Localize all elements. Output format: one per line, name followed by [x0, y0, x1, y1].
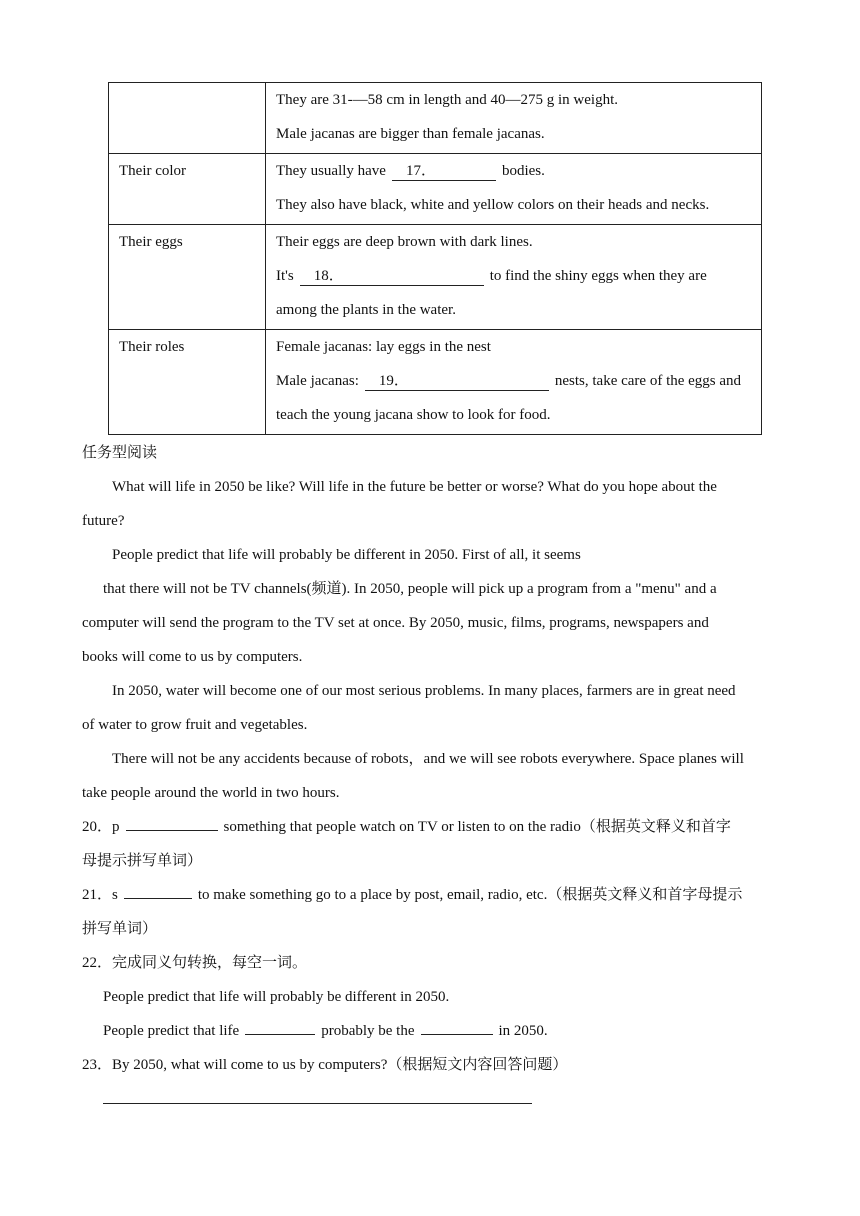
question-20-cont: 母提示拼写单词）: [82, 853, 203, 869]
row-label: [109, 83, 266, 154]
blank-18[interactable]: 18．: [300, 267, 484, 286]
rewrite-part-a: People predict that life: [103, 1023, 240, 1039]
male-role-line: [276, 364, 761, 398]
passage-line: There will not be any accidents because of robots，and we will see robots everywhere. Space planes will: [112, 751, 744, 767]
row-content: [266, 83, 762, 154]
row-label: Their color: [109, 154, 266, 225]
row-content: [266, 330, 762, 435]
eggs-text-end: among the plants in the water.: [276, 302, 456, 318]
color-text-pre: They usually have: [276, 163, 386, 179]
passage-line: What will life in 2050 be like? Will life in the future be better or worse? What do you hope about the: [112, 479, 717, 495]
table-row: [109, 154, 762, 225]
male-role-post: nests, take care of the eggs and: [554, 373, 742, 389]
row-content: [266, 225, 762, 330]
color-text-post: bodies.: [501, 163, 545, 179]
table-row: [109, 225, 762, 330]
passage-line: In 2050, water will become one of our most serious problems. In many places, farmers are in great need: [112, 683, 736, 699]
question-21-number: 21．s: [82, 887, 118, 903]
passage-line: books will come to us by computers.: [82, 649, 303, 665]
question-20: [82, 810, 782, 844]
question-21-text: to make something go to a place by post, email, radio, etc.（根据英文释义和首字母提示: [197, 887, 743, 903]
female-role-text: Female jacanas: lay eggs in the nest: [276, 339, 491, 355]
row-label: Their eggs: [109, 225, 266, 330]
question-20-number: 20．p: [82, 819, 120, 835]
reading-section: [82, 436, 782, 1082]
question-22-sentence: People predict that life will probably be different in 2050.: [103, 989, 450, 1005]
male-role-pre: Male jacanas:: [276, 373, 359, 389]
passage-line: that there will not be TV channels(频道). In 2050, people will pick up a program from a "menu" and a: [103, 581, 717, 597]
passage-line: People predict that life will probably be different in 2050. First of all, it seems: [112, 547, 581, 563]
eggs-line: [276, 259, 761, 293]
rewrite-part-b: probably be the: [321, 1023, 415, 1039]
answer-line-23[interactable]: [103, 1103, 532, 1104]
question-23: 23．By 2050, what will come to us by computers?（根据短文内容回答问题）: [82, 1057, 568, 1073]
question-21-cont: 拼写单词）: [82, 921, 158, 937]
eggs-text-post: to find the shiny eggs when they are: [489, 268, 707, 284]
question-22-rewrite: [82, 1014, 782, 1048]
color-line: [276, 154, 761, 188]
blank-17[interactable]: 17．: [392, 162, 496, 181]
male-role-end: teach the young jacana show to look for food.: [276, 407, 551, 423]
passage-line: computer will send the program to the TV set at once. By 2050, music, films, programs, newspapers and: [82, 615, 709, 631]
question-21: [82, 878, 782, 912]
eggs-text-pre: It's: [276, 268, 294, 284]
section-title: 任务型阅读: [82, 445, 158, 461]
jacana-info-table: [108, 82, 762, 435]
color-detail-text: They also have black, white and yellow colors on their heads and necks.: [276, 197, 710, 213]
row-content: [266, 154, 762, 225]
passage-line: take people around the world in two hours.: [82, 785, 340, 801]
table-row: [109, 83, 762, 154]
answer-blank-22b[interactable]: [421, 1014, 493, 1035]
row-label: Their roles: [109, 330, 266, 435]
rewrite-part-c: in 2050.: [498, 1023, 548, 1039]
question-22-title: 22．完成同义句转换，每空一词。: [82, 955, 308, 971]
answer-blank-22a[interactable]: [245, 1014, 315, 1035]
table-row: [109, 330, 762, 435]
size-compare-text: Male jacanas are bigger than female jacanas.: [276, 126, 545, 142]
size-text: They are 31-—58 cm in length and 40—275 g in weight.: [276, 92, 619, 108]
question-20-text: something that people watch on TV or listen to on the radio（根据英文释义和首字: [223, 819, 731, 835]
blank-19[interactable]: 19．: [365, 372, 549, 391]
answer-blank-20[interactable]: [126, 810, 218, 831]
passage-line: of water to grow fruit and vegetables.: [82, 717, 308, 733]
answer-blank-21[interactable]: [124, 878, 192, 899]
passage-line: future?: [82, 513, 125, 529]
eggs-text: Their eggs are deep brown with dark lines.: [276, 234, 533, 250]
